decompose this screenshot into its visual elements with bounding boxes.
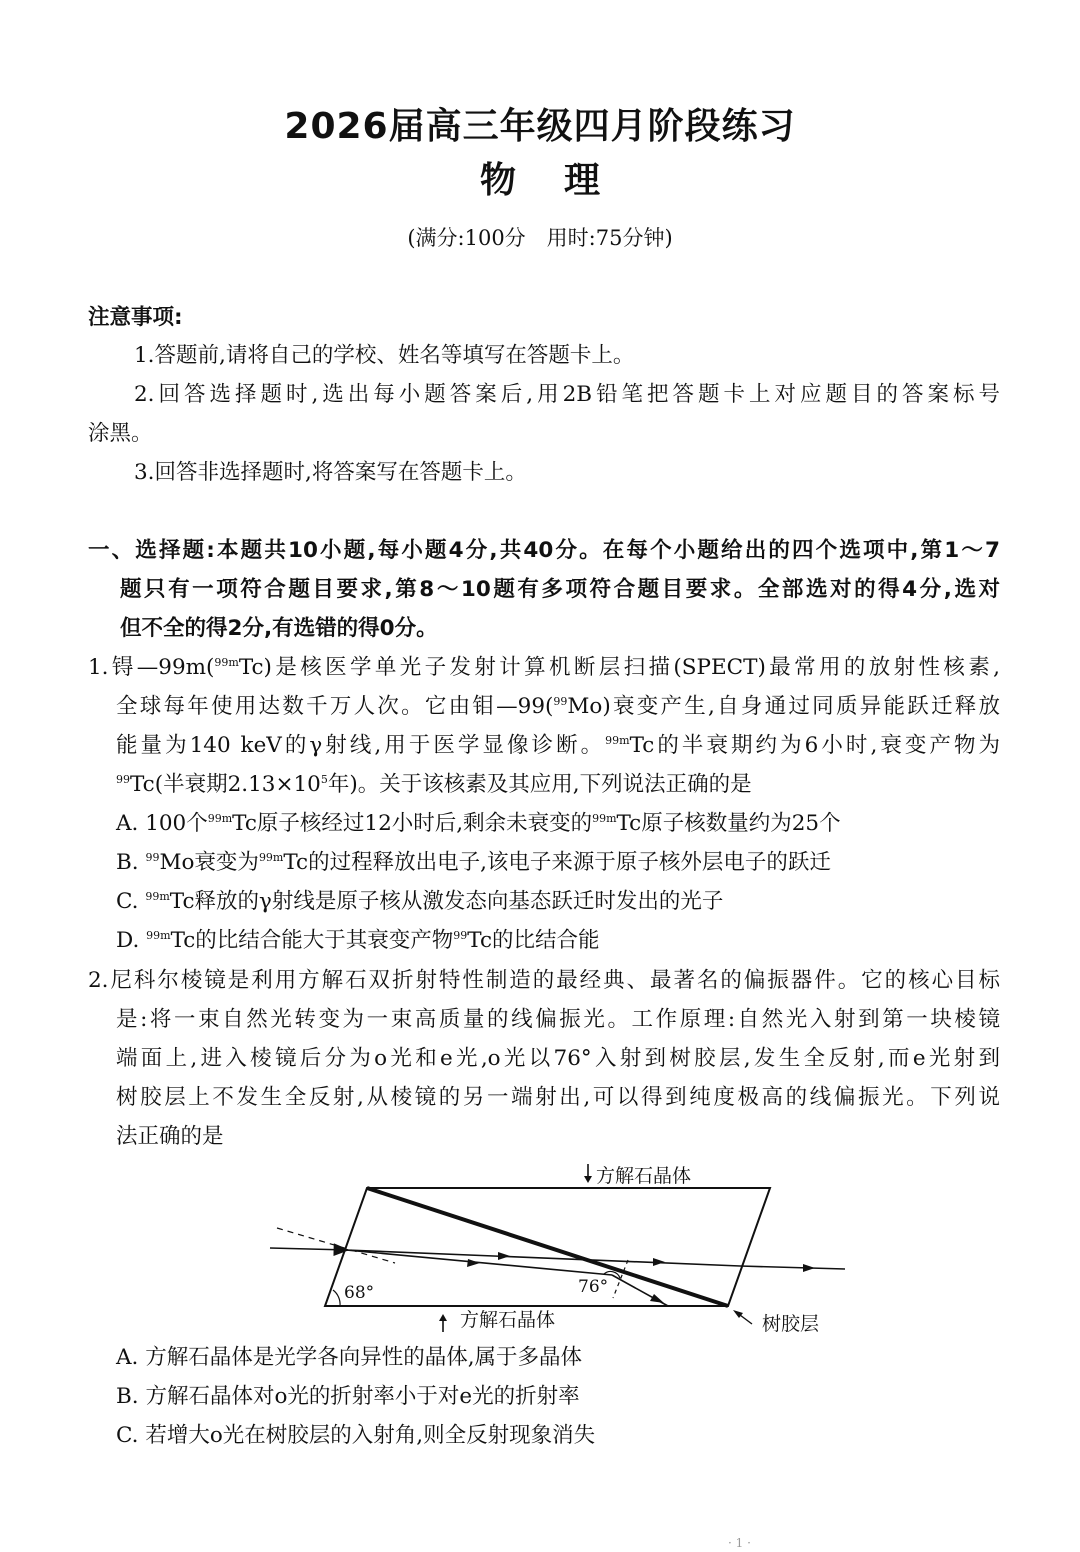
notice-item-1: 1.答题前,请将自己的学校、姓名等填写在答题卡上。 — [134, 343, 635, 368]
subject-title: 物理 — [479, 160, 648, 201]
top-crystal-label: 方解石晶体 — [596, 1165, 692, 1187]
q2-line-1: 2.尼科尔棱镜是利用方解石双折射特性制造的最经典、最著名的偏振器件。它的核心目标 — [88, 968, 1000, 993]
exam-title: 2026届高三年级四月阶段练习 — [284, 106, 796, 147]
notice-heading: 注意事项: — [88, 305, 183, 330]
q2-line-4: 树胶层上不发生全反射,从棱镜的另一端射出,可以得到纯度极高的线偏振光。下列说 — [116, 1085, 1000, 1110]
exam-meta: (满分:100分 用时:75分钟) — [407, 226, 673, 250]
section-1-heading: 一、选择题:本题共10小题,每小题4分,共40分。在每个小题给出的四个选项中,第1～7 — [88, 538, 1000, 563]
incident-ray — [270, 1248, 348, 1250]
balsam-label: 树胶层 — [762, 1313, 820, 1335]
section-1-heading-end: 但不全的得2分,有选错的得0分。 — [120, 616, 438, 641]
q2-line-2: 是:将一束自然光转变为一束高质量的线偏振光。工作原理:自然光入射到第一块棱镜 — [116, 1007, 1000, 1032]
q1-line-2: 全球每年使用达数千万人次。它由钼—99($^{99}$Mo)衰变产生,自身通过同质异能跃迁释放 — [116, 694, 1000, 719]
entry-normal — [277, 1228, 395, 1263]
notice-item-2-cont: 涂黑。 — [88, 421, 153, 446]
q1-option-d: D. $^{99m}$Tc的比结合能大于其衰变产物$^{99}$Tc的比结合能 — [116, 928, 600, 953]
q2-option-b: B. 方解石晶体对o光的折射率小于对e光的折射率 — [116, 1384, 580, 1409]
q1-line-1: 1.锝—99m($^{99m}$Tc)是核医学单光子发射计算机断层扫描(SPECT)最常用的放射性核素, — [88, 655, 1000, 680]
q1-option-c: C. $^{99m}$Tc释放的γ射线是原子核从激发态向基态跃迁时发出的光子 — [116, 889, 724, 914]
notice-item-3: 3.回答非选择题时,将答案写在答题卡上。 — [134, 460, 527, 485]
page-number: · 1 · — [728, 1536, 751, 1550]
balsam-layer-line — [367, 1188, 728, 1306]
q2-option-a: A. 方解石晶体是光学各向异性的晶体,属于多晶体 — [116, 1345, 583, 1370]
q1-line-3: 能量为140 keV的γ射线,用于医学显像诊断。$^{99m}$Tc的半衰期约为6小时,衰变产物为 — [116, 733, 1000, 758]
bottom-crystal-label: 方解石晶体 — [460, 1309, 556, 1331]
q1-line-4: $^{99}$Tc(半衰期$2.13\times 10^5$年)。关于该核素及其应用,下列说法正确的是 — [116, 772, 752, 797]
q2-line-3: 端面上,进入棱镜后分为o光和e光,o光以76°入射到树胶层,发生全反射,而e光射到 — [116, 1046, 1000, 1071]
angle-68-label: 68° — [344, 1283, 375, 1303]
q1-option-b: B. $^{99}$Mo衰变为$^{99m}$Tc的过程释放出电子,该电子来源于原子核外层电子的跃迁 — [116, 850, 831, 875]
q2-option-c: C. 若增大o光在树胶层的入射角,则全反射现象消失 — [116, 1423, 596, 1448]
q2-line-5: 法正确的是 — [116, 1124, 224, 1149]
nicol-prism-figure — [0, 1150, 1080, 1350]
section-1-heading-cont: 题只有一项符合题目要求,第8～10题有多项符合题目要求。全部选对的得4分,选对 — [120, 577, 1000, 602]
notice-item-2: 2.回答选择题时,选出每小题答案后,用2B铅笔把答题卡上对应题目的答案标号 — [134, 382, 1000, 407]
q1-option-a: A. 100个$^{99m}$Tc原子核经过12小时后,剩余未衰变的$^{99m}$Tc原子核数量约为25个 — [116, 811, 841, 836]
angle-76-label: 76° — [578, 1277, 609, 1297]
e-ray — [346, 1250, 740, 1266]
exit-ray — [740, 1266, 845, 1269]
